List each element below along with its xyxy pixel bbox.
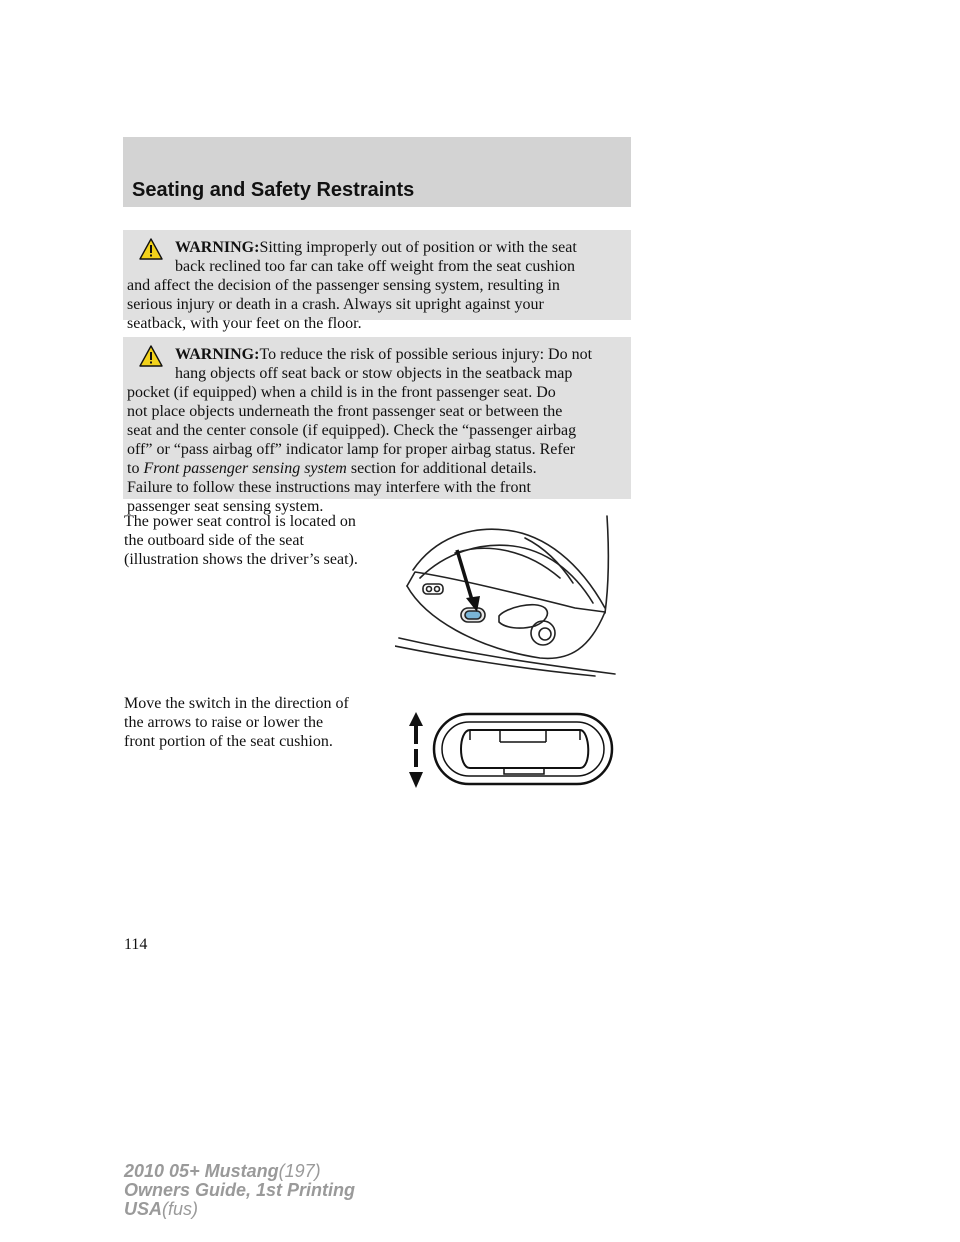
paragraph-line: Move the switch in the direction of — [124, 695, 349, 712]
section-title: Seating and Safety Restraints — [132, 179, 415, 201]
seat-illustration — [395, 508, 635, 678]
warning-ref-line — [127, 459, 621, 478]
warning-triangle-icon — [139, 238, 163, 260]
paragraph-line: front portion of the seat cushion. — [124, 733, 333, 750]
warning-line: Failure to follow these instructions may interfere with the front — [127, 479, 531, 496]
warning-line: off” or “pass airbag off” indicator lamp for proper airbag status. Refer — [127, 441, 576, 458]
paragraph-line: the arrows to raise or lower the — [124, 714, 324, 731]
paragraph-line: The power seat control is located on — [124, 513, 356, 530]
paragraph-line: (illustration shows the driver’s seat). — [124, 551, 358, 568]
warning-line: passenger seat sensing system. — [127, 498, 324, 515]
footer-model-code: (197) — [278, 1161, 321, 1181]
page-number: 114 — [124, 936, 148, 953]
warning-triangle-icon — [139, 345, 163, 367]
warning-line: hang objects off seat back or stow objects in the seatback map — [175, 365, 573, 382]
warning-line: seatback, with your feet on the floor. — [127, 315, 362, 332]
warning-lead: Sitting improperly out of position or with the seat — [259, 239, 577, 256]
warning-lead: To reduce the risk of possible serious injury: Do not — [259, 346, 593, 363]
seat-switch-diagram — [404, 710, 616, 790]
paragraph-line: the outboard side of the seat — [124, 532, 304, 549]
paragraph-seat-control — [124, 512, 394, 569]
warning-label: WARNING: — [175, 346, 260, 363]
ref-prefix: to — [127, 460, 144, 477]
section-header-band — [123, 137, 631, 207]
warning-line: back reclined too far can take off weight from the seat cushion — [175, 258, 575, 275]
warning-line: and affect the decision of the passenger sensing system, resulting in — [127, 277, 560, 294]
warning-box-2 — [123, 337, 631, 515]
footer-market: USA — [124, 1199, 163, 1219]
up-down-arrow-icon — [409, 712, 423, 788]
warning-line: serious injury or death in a crash. Always sit upright against your — [127, 296, 544, 313]
footer-model: 2010 05+ Mustang — [124, 1161, 279, 1181]
ref-suffix: section for additional details. — [346, 460, 537, 477]
warning-label: WARNING: — [175, 239, 260, 256]
section-reference: Front passenger sensing system — [143, 460, 347, 477]
warning-line: seat and the center console (if equipped). Check the “passenger airbag — [127, 422, 577, 439]
footer-market-code: (fus) — [162, 1199, 199, 1219]
print-footer — [124, 1162, 355, 1219]
paragraph-move-switch — [124, 694, 394, 751]
warning-box-1 — [123, 230, 631, 332]
warning-line: pocket (if equipped) when a child is in the front passenger seat. Do — [127, 384, 556, 401]
footer-guide: Owners Guide, 1st Printing — [124, 1180, 356, 1200]
warning-line: not place objects underneath the front passenger seat or between the — [127, 403, 563, 420]
